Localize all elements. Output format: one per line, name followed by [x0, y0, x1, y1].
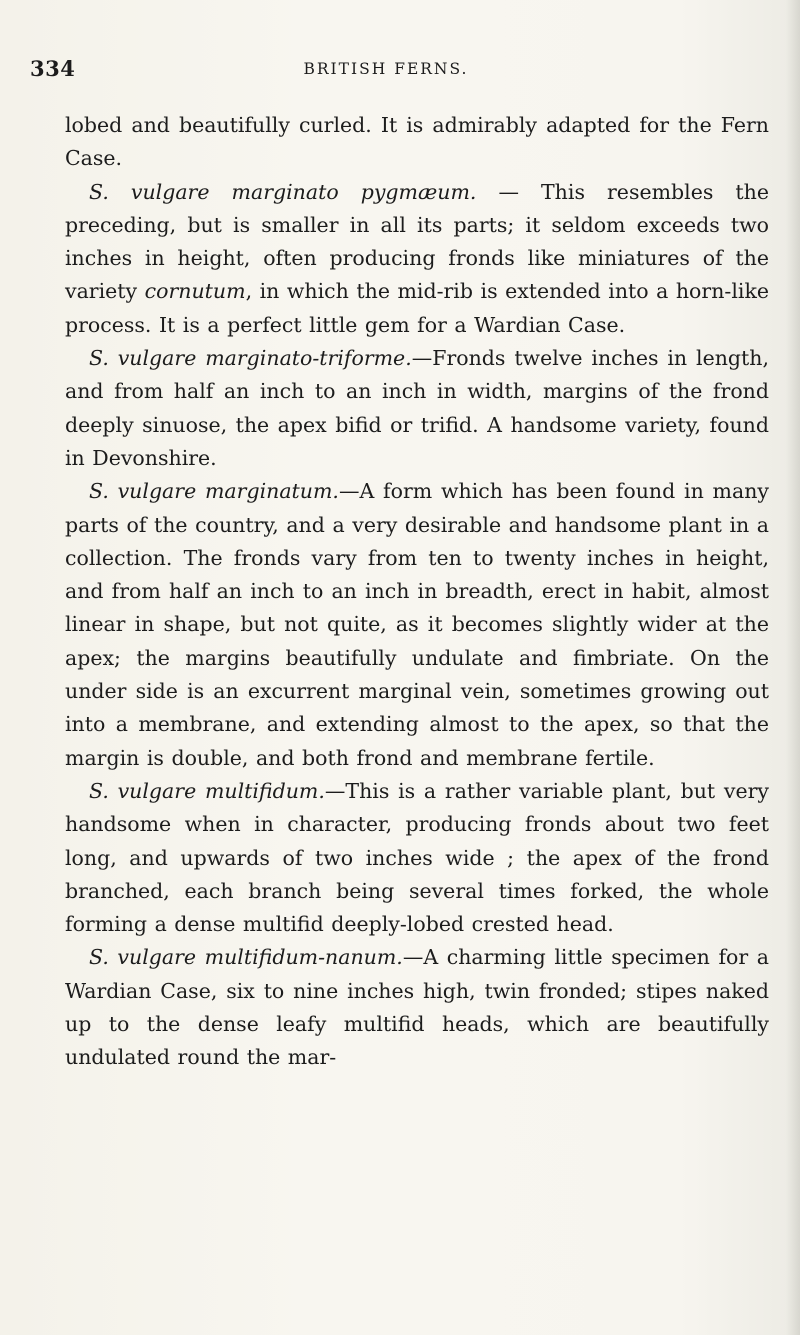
running-head [30, 56, 742, 86]
variety-name: S. vulgare multifidum. [89, 778, 325, 803]
paragraph-entry-multifidum-nanum [65, 941, 769, 1074]
paragraph-text: — This resembles the preceding, but is smaller in all its parts; it seldom exceeds two inches in height, often producing fronds like miniatures of the variety [65, 179, 769, 304]
paragraph-continuation [65, 109, 769, 176]
paragraph-text: —A form which has been found in many parts of the country, and a very desirable and handsome plant in a collection. The fronds vary from ten to twenty inches in height, and from half an inch to an inch in breadth, erect in habit, almost linear in shape, but not quite, as it becomes slightly wider at the apex; the margins beautifully undulate and fimbriate. On the under side is an excurrent marginal vein, sometimes growing out into a membrane, and extending almost to the apex, so that the margin is double, and both frond and membrane fertile. [65, 479, 769, 770]
paragraph-text-continued: , in which the mid-rib is extended into a horn-like process. It is a perfect little gem for a Wardian Case. [65, 279, 769, 337]
variety-name: S. vulgare marginatum. [89, 479, 339, 504]
paragraph-entry-pygmaeum [65, 176, 769, 342]
running-title: BRITISH FERNS. [303, 60, 469, 78]
paragraph-text: —A charming little specimen for a Wardian Case, six to nine inches high, twin fronded; stipes naked up to the dense leafy multifid heads, which are beautifully undulated round the mar- [65, 945, 769, 1070]
page-number: 334 [30, 56, 76, 81]
page-body [65, 109, 769, 1075]
paragraph-entry-marginatum [65, 475, 769, 775]
variety-name: S. vulgare multifidum-nanum. [89, 945, 403, 970]
page-edge-shadow [786, 0, 800, 1335]
paragraph-entry-triforme [65, 342, 769, 475]
variety-name: S. vulgare marginato-triforme. [89, 346, 412, 371]
variety-name: S. vulgare marginato pygmæum. [89, 179, 477, 204]
paragraph-text: —This is a rather variable plant, but very handsome when in character, producing fronds about two feet long, and upwards of two inches wide ; the apex of the frond branched, each branch being several times forked, the whole forming a dense multifid deeply-lobed crested head. [65, 778, 770, 937]
paragraph-text: —Fronds twelve inches in length, and from half an inch to an inch in width, margins of the frond deeply sinuose, the apex bifid or trifid. A handsome variety, found in Devonshire. [65, 346, 769, 470]
paragraph-text: lobed and beautifully curled. It is admirably adapted for the Fern Case. [65, 113, 769, 171]
paragraph-entry-multifidum [65, 775, 769, 941]
variety-name-inline: cornutum [144, 279, 246, 304]
